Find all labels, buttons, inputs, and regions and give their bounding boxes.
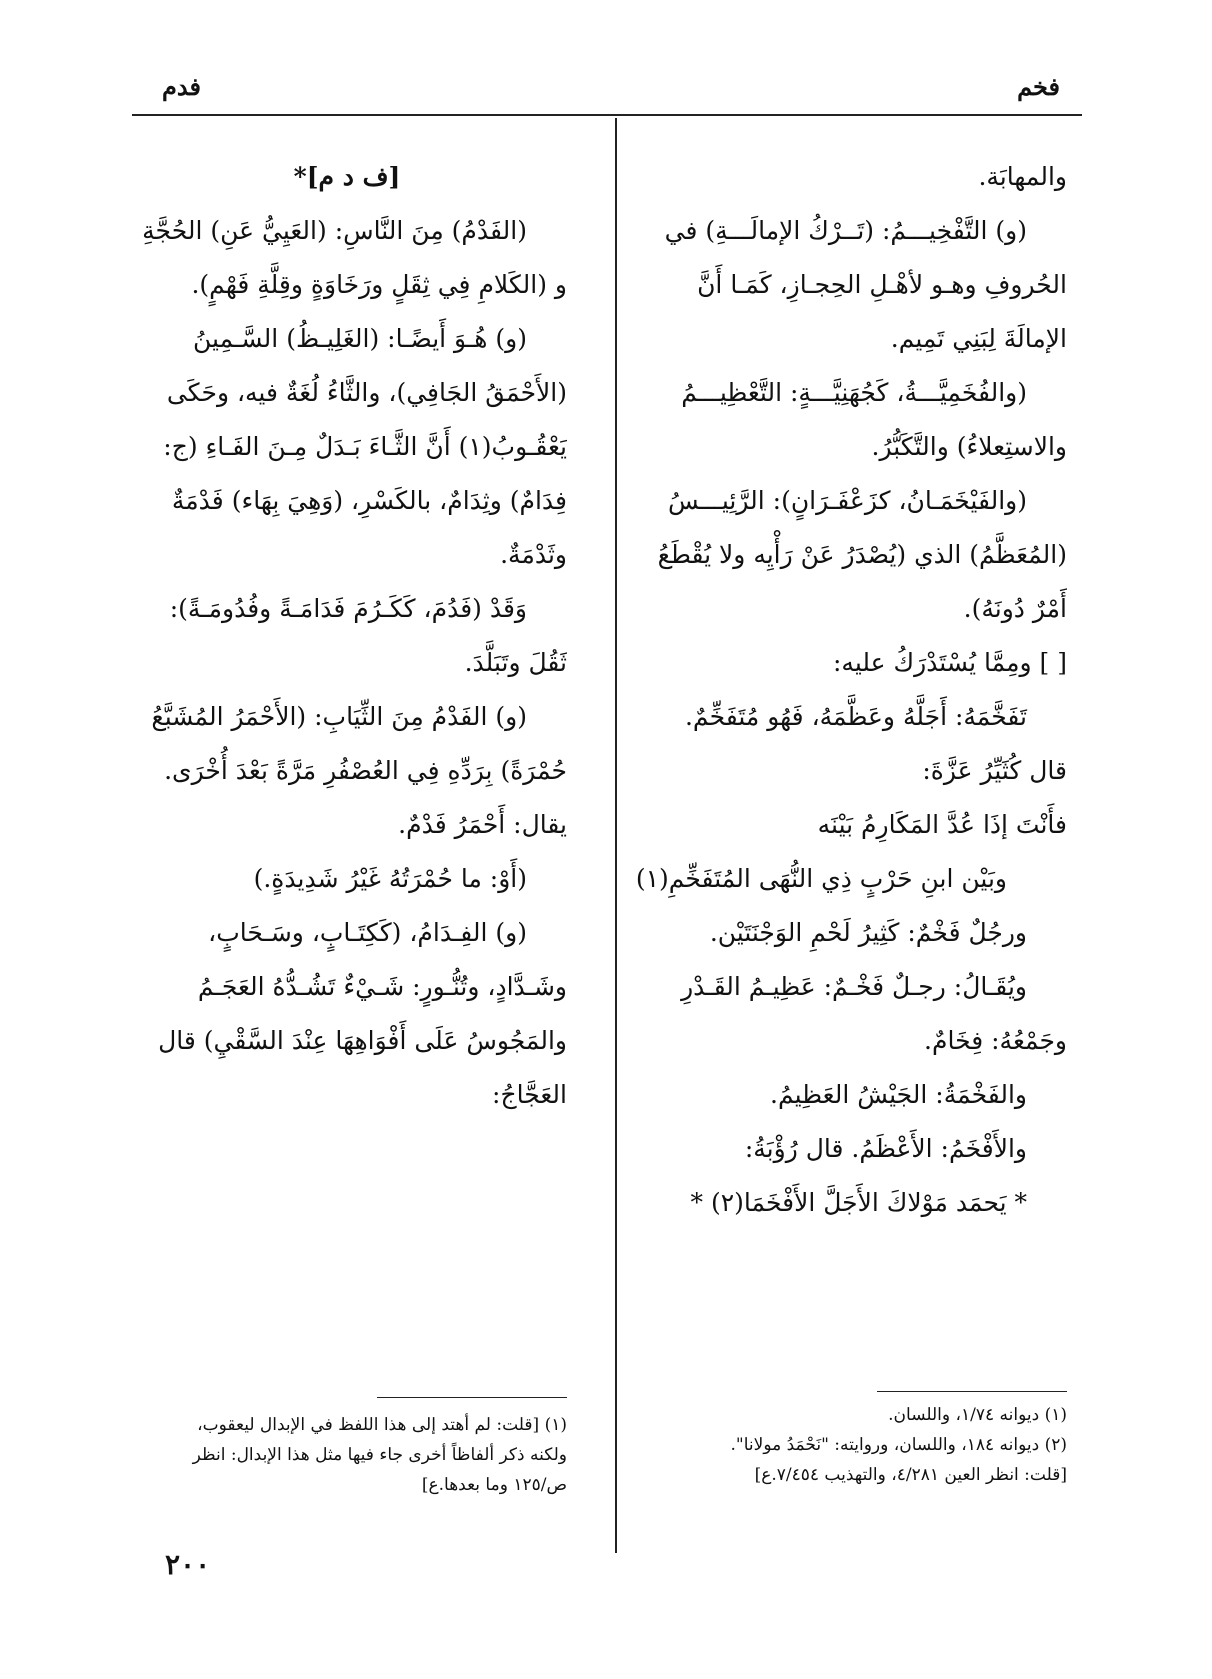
text-line: وَقَدْ (فَدُمَ، كَكَـرُمَ فَدَامَـةً وفُدُومَـةً): <box>169 594 527 623</box>
text-line: يَعْقُـوبُ(١) أَنَّ الثَّـاءَ بَـدَلٌ مِـنَ الفَـاءِ (ج: <box>163 432 567 461</box>
text-line: الإمالَةَ لِبَنِي تَمِيم. <box>890 324 1067 353</box>
left-column <box>127 150 567 1122</box>
verse-line: * يَحمَد مَوْلاكَ الأَجَلَّ الأَفْخَمَا(٢) * <box>690 1188 1027 1217</box>
verse-line: وبَيْن ابنِ حَرْبٍ ذِي النُّهَى المُتَفَخِّمِ(١) <box>635 864 1007 893</box>
footnotes-left <box>127 1410 567 1500</box>
text-line: (والفَيْخَمَـانُ، كزَعْفَـرَانٍ): الرَّئِيـــسُ <box>668 486 1027 515</box>
text-line: والمهابَة. <box>978 162 1067 191</box>
text-line: وجَمْعُهُ: فِخَامٌ. <box>924 1026 1067 1055</box>
text-line: الحُروفِ وهـو لأهْـلِ الحِجـازِ، كَمَـا أَنَّ <box>697 270 1067 299</box>
footnote-rule-left <box>377 1397 567 1398</box>
text-line: وشَـدَّادٍ، وتُنُّـورٍ: شَـيْءٌ تَشُـدُّهُ العَجَـمُ <box>197 972 567 1001</box>
footnote-rule-right <box>877 1391 1067 1392</box>
text-line: تَفَخَّمَهُ: أَجَلَّهُ وعَظَّمَهُ، فَهُو مُتَفَخِّمٌ. <box>684 702 1027 731</box>
text-line: فِدَامٌ) وثِدَامٌ، بالكَسْرِ، (وَهِيَ بِهَاء) فَدْمَةٌ <box>171 486 567 515</box>
footnote: (١) [قلت: لم أهتد إلى هذا اللفظ في الإبدال ليعقوب، <box>197 1415 567 1435</box>
text-line: (و) الفَدْمُ مِنَ الثِّيَابِ: (الأَحْمَرُ المُشَبَّعُ <box>151 702 527 731</box>
text-line: ورجُلٌ فَخْمٌ: كَثِيرُ لَحْمِ الوَجْنَتَيْن. <box>709 918 1027 947</box>
text-line: و (الكَلامِ فِي ثِقَلٍ ورَخَاوَةٍ وقِلَّةِ فَهْمٍ). <box>191 270 567 299</box>
text-line: العَجَّاجُ: <box>492 1080 567 1109</box>
text-line: والأَفْخَمُ: الأَعْظَمُ. قال رُؤْبَةُ: <box>744 1134 1027 1163</box>
text-line: قال كُثَيِّرُ عَزَّةَ: <box>922 756 1067 785</box>
footnotes-right <box>627 1400 1067 1490</box>
text-line: حُمْرَةً) بِرَدِّهِ فِي العُصْفُرِ مَرَّةً بَعْدَ أُخْرَى. <box>164 756 567 785</box>
text-line: وثَدْمَةٌ. <box>500 540 567 569</box>
footnote: ولكنه ذكر ألفاظاً أخرى جاء فيها مثل هذا الإبدال: انظر <box>192 1445 567 1465</box>
text-line: (و) هُـوَ أَيضًـا: (الغَلِيـظُ) السَّـمِينُ <box>193 324 527 353</box>
column-divider <box>615 118 617 1553</box>
footnote: (١) ديوانه ١/٧٤، واللسان. <box>888 1405 1067 1425</box>
text-line: (الفَدْمُ) مِنَ النَّاسِ: (العَيِيُّ عَنِ) الحُجَّةِ <box>142 216 527 245</box>
text-line: (أَوْ: ما حُمْرَتُهُ غَيْرُ شَدِيدَةٍ.) <box>253 864 527 893</box>
footnote: (٢) ديوانه ١٨٤، واللسان، وروايته: "نَحْمَدُ مولانا". <box>730 1435 1067 1455</box>
text-line: (و) الفِـدَامُ، (كَكِتَـابٍ، وسَـحَابٍ، <box>208 918 527 947</box>
text-line: (و) التَّفْخِيـــمُ: (تَــرْكُ الإمالَـــةِ) في <box>664 216 1027 245</box>
text-line: [ ] ومِمَّا يُسْتَدْرَكُ عليه: <box>833 648 1067 677</box>
text-line: (الأَحْمَقُ الجَافِي)، والثَّاءُ لُغَةٌ فيه، وحَكَى <box>166 378 567 407</box>
text-line: والاستِعلاءُ) والتَّكَبُّرُ. <box>871 432 1067 461</box>
text-line: والفَخْمَةُ: الجَيْشُ العَظِيمُ. <box>770 1080 1027 1109</box>
footnote: [قلت: انظر العين ٤/٢٨١، والتهذيب ٧/٤٥٤.ع] <box>754 1465 1067 1485</box>
text-line: يقال: أَحْمَرُ فَدْمٌ. <box>398 810 567 839</box>
right-column <box>627 150 1067 1230</box>
page-number: ٢٠٠ <box>165 1548 211 1581</box>
text-line: ثَقُلَ وتَبَلَّدَ. <box>464 648 567 677</box>
text-line: أَمْرٌ دُونَهُ). <box>963 594 1067 623</box>
text-line: والمَجُوسُ عَلَى أَفْوَاهِهَا عِنْدَ السَّقْيِ) قال <box>158 1026 567 1055</box>
entry-heading: [ف د م]* <box>293 162 401 191</box>
verse-line: فأَنْتَ إذَا عُدَّ المَكَارِمُ بَيْنَه <box>817 810 1067 839</box>
text-line: (المُعَظَّمُ) الذي (يُصْدَرُ عَنْ رَأْيِه ولا يُقْطَعُ <box>657 540 1067 569</box>
text-line: ويُقَـالُ: رجـلٌ فَخْـمٌ: عَظِيـمُ القَـدْرِ <box>681 972 1027 1001</box>
header-keyword-left: فدم <box>162 72 201 101</box>
text-line: (والفُخَمِيَّـــةُ، كَجُهَنِيَّـــةٍ: التَّعْظِيـــمُ <box>681 378 1027 407</box>
footnote: ص/١٢٥ وما بعدها.ع] <box>421 1475 567 1495</box>
header-rule <box>132 114 1082 116</box>
header-keyword-right: فخم <box>1017 72 1060 101</box>
